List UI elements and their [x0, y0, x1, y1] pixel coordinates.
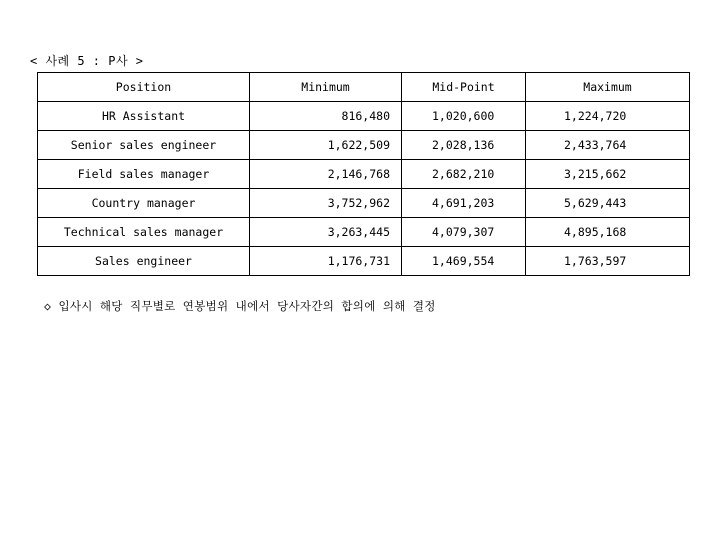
case-title: < 사례 5 : P사 >	[30, 54, 144, 68]
cell-minimum: 1,622,509	[250, 131, 402, 160]
cell-midpoint: 1,020,600	[402, 102, 526, 131]
cell-position: Technical sales manager	[38, 218, 250, 247]
cell-position: Sales engineer	[38, 247, 250, 276]
cell-minimum: 1,176,731	[250, 247, 402, 276]
cell-maximum: 3,215,662	[526, 160, 690, 189]
header-position: Position	[38, 73, 250, 102]
table-row	[38, 189, 690, 218]
cell-midpoint: 2,028,136	[402, 131, 526, 160]
cell-position: Senior sales engineer	[38, 131, 250, 160]
cell-position: Country manager	[38, 189, 250, 218]
cell-minimum: 816,480	[250, 102, 402, 131]
header-midpoint: Mid-Point	[402, 73, 526, 102]
cell-minimum: 3,752,962	[250, 189, 402, 218]
table-header-row	[38, 73, 690, 102]
cell-midpoint: 4,691,203	[402, 189, 526, 218]
cell-maximum: 5,629,443	[526, 189, 690, 218]
table-row	[38, 160, 690, 189]
salary-range-table	[37, 72, 690, 276]
cell-minimum: 3,263,445	[250, 218, 402, 247]
cell-position: Field sales manager	[38, 160, 250, 189]
header-maximum: Maximum	[526, 73, 690, 102]
cell-maximum: 1,224,720	[526, 102, 690, 131]
cell-position: HR Assistant	[38, 102, 250, 131]
cell-maximum: 4,895,168	[526, 218, 690, 247]
footnote-text: ◇ 입사시 해당 직무별로 연봉범위 내에서 당사자간의 합의에 의해 결정	[44, 299, 436, 313]
table-row	[38, 102, 690, 131]
cell-maximum: 1,763,597	[526, 247, 690, 276]
table-row	[38, 247, 690, 276]
cell-midpoint: 4,079,307	[402, 218, 526, 247]
table-row	[38, 218, 690, 247]
cell-midpoint: 1,469,554	[402, 247, 526, 276]
cell-minimum: 2,146,768	[250, 160, 402, 189]
cell-maximum: 2,433,764	[526, 131, 690, 160]
header-minimum: Minimum	[250, 73, 402, 102]
cell-midpoint: 2,682,210	[402, 160, 526, 189]
table-row	[38, 131, 690, 160]
